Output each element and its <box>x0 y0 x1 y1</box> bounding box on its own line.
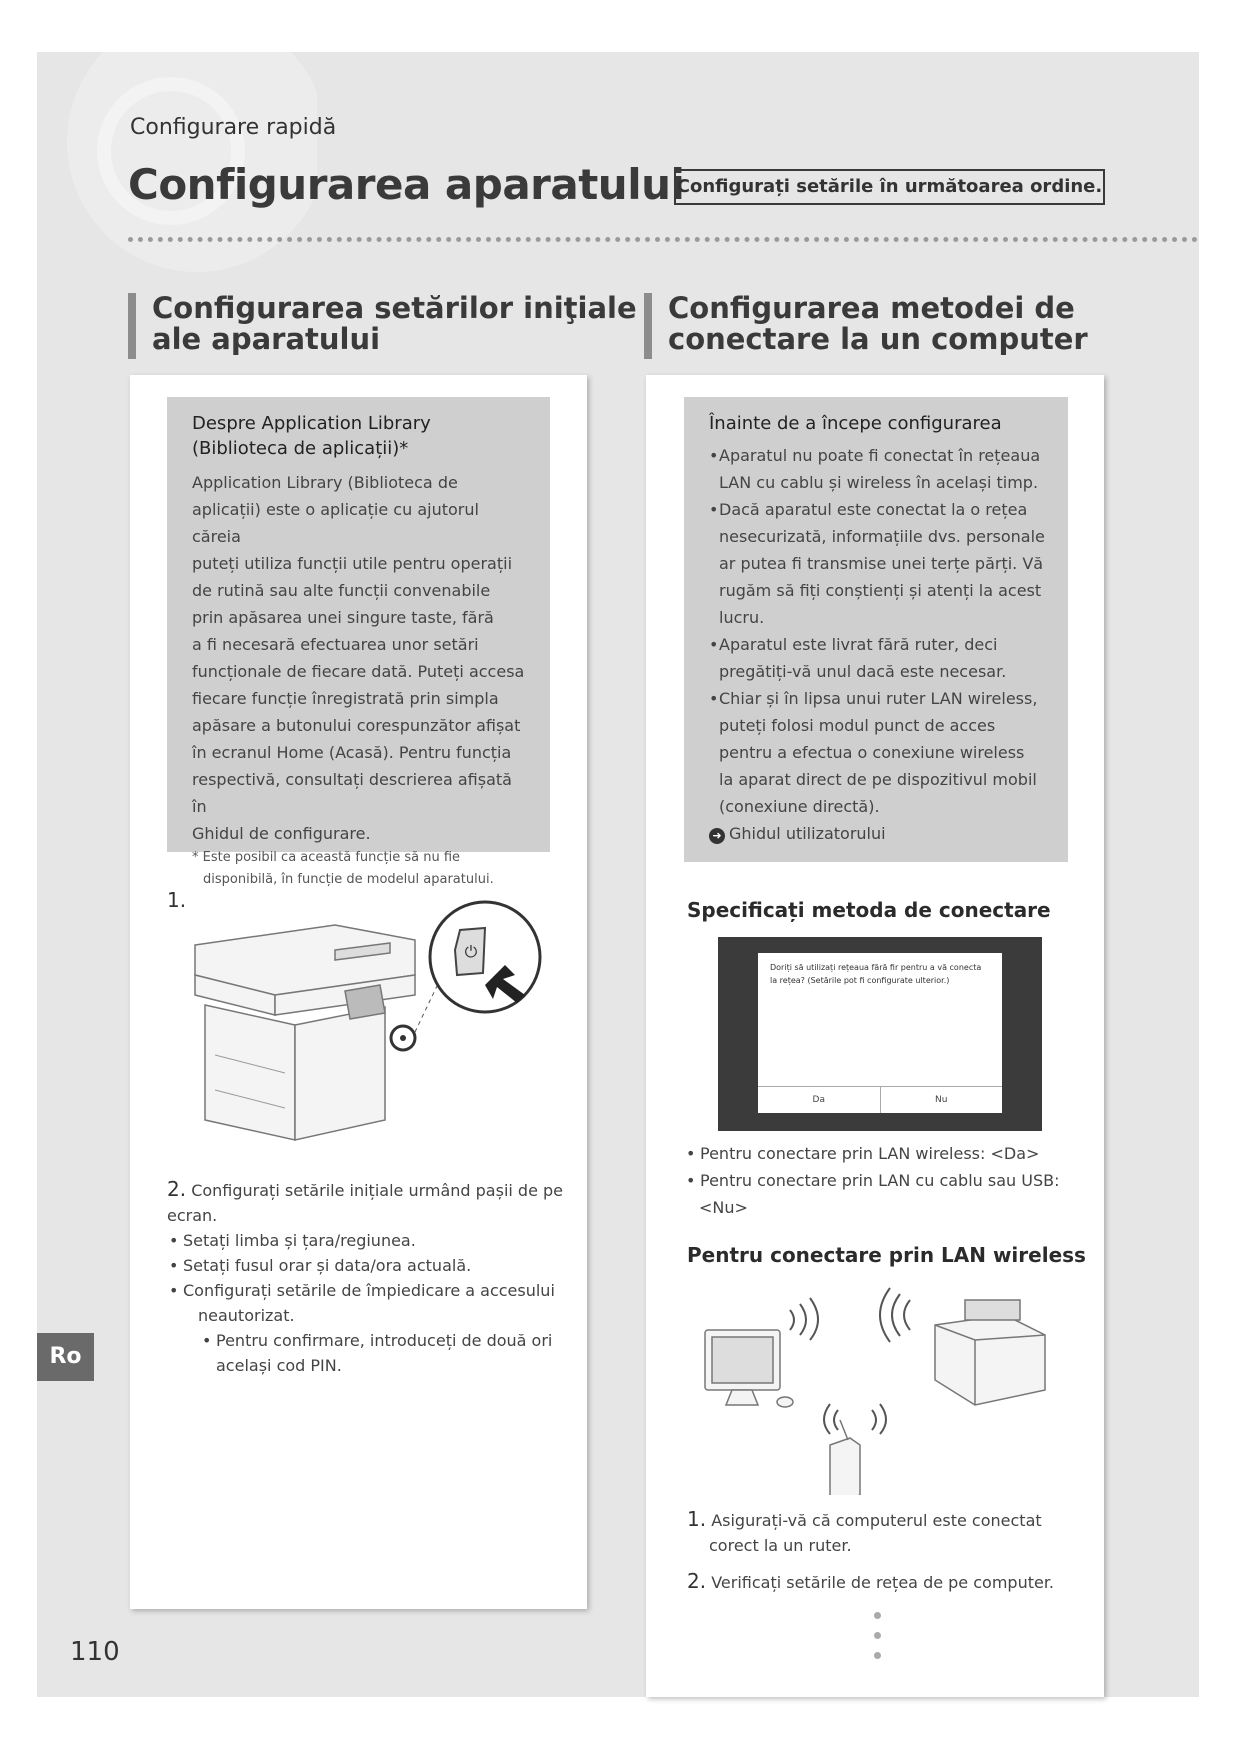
infobox-line: respectivă, consultați descrierea afișată în <box>192 770 512 816</box>
before-start-bullet: • Aparatul nu poate fi conectat în rețeaua LAN cu cablu și wireless în același timp. <box>709 446 1041 492</box>
connection-options <box>686 1140 1086 1194</box>
step2-sub-bullet: • Pentru confirmare, introduceți de două ori <box>202 1328 567 1353</box>
infobox-footnote-line1: * Este posibil ca această funcție să nu fie <box>192 850 461 865</box>
application-library-infobox <box>167 397 550 887</box>
infobox-line: a fi necesară efectuarea unor setări <box>192 635 479 654</box>
right-heading-line2: conectare la un computer <box>668 322 1088 356</box>
arrow-right-icon: ➜ <box>709 828 725 844</box>
step2-line2: ecran. <box>167 1206 218 1225</box>
section-subtitle: Configurare rapidă <box>130 115 337 140</box>
infobox-line: Application Library (Biblioteca de <box>192 473 458 492</box>
right-heading-line1: Configurarea metodei de <box>668 291 1075 325</box>
option-wireless: • Pentru conectare prin LAN wireless: <Da> <box>686 1140 1086 1167</box>
svg-text:⏻: ⏻ <box>464 942 478 961</box>
left-step2-number: 2. <box>167 1177 187 1201</box>
right-step2 <box>687 1569 1087 1595</box>
right-section-heading <box>644 293 1088 359</box>
infobox-line: în ecranul Home (Acasă). Pentru funcția <box>192 743 512 762</box>
option-wired-continuation: <Nu> <box>699 1198 748 1217</box>
screen-no-button[interactable]: Nu <box>935 1095 948 1105</box>
infobox-line: de rutină sau alte funcții convenabile <box>192 581 491 600</box>
left-step1-number: 1. <box>167 888 187 912</box>
infobox-line: aplicații) este o aplicație cu ajutorul căreia <box>192 500 479 546</box>
right-step2-number: 2. <box>687 1569 707 1593</box>
infobox-line: funcționale de fiecare dată. Puteți accesa <box>192 662 525 681</box>
right-step1-line1: Asigurați-vă că computerul este conectat <box>711 1511 1042 1530</box>
infobox-line: apăsare a butonului corespunzător afișat <box>192 716 521 735</box>
right-step2-text: Verificați setările de rețea de pe computer. <box>711 1573 1055 1592</box>
before-start-bullet: • Dacă aparatul este conectat la o rețea nesecurizată, informațiile dvs. personale ar putea fi transmise unei terțe părți. Vă rugăm să fiți conștienți și atenți la acest lucru. <box>709 500 1045 627</box>
infobox-title-line1: Despre Application Library <box>192 413 431 434</box>
option-wired: • Pentru conectare prin LAN cu cablu sau USB: <box>686 1167 1086 1194</box>
step2-sub-bullet-continuation: același cod PIN. <box>216 1356 342 1375</box>
device-screen <box>718 937 1042 1131</box>
infobox-line: puteți utiliza funcții utile pentru operații <box>192 554 513 573</box>
infobox-line: fiecare funcție înregistrată prin simpla <box>192 689 499 708</box>
user-guide-link[interactable]: ➜ Ghidul utilizatorului <box>709 820 1048 847</box>
continuation-dots <box>874 1612 882 1672</box>
step2-bullet: • Configurați setările de împiedicare a accesului <box>169 1278 567 1303</box>
infobox-body <box>192 469 530 847</box>
printer-power-illustration <box>185 895 555 1155</box>
screen-yes-button[interactable]: Da <box>758 1087 881 1113</box>
screen-message: Doriți să utilizați rețeaua fără fir pentru a vă conecta la rețea? (Setările pot fi configurate ulterior.) <box>770 963 982 985</box>
step2-bullet-continuation: neautorizat. <box>198 1306 295 1325</box>
before-you-start-infobox <box>684 397 1068 862</box>
specify-method-heading: Specificați metoda de conectare <box>687 898 1051 922</box>
step2-line1: Configurați setările inițiale urmând pașii de pe <box>191 1181 564 1200</box>
wireless-network-illustration <box>700 1280 1070 1495</box>
page-number: 110 <box>70 1637 120 1667</box>
before-start-title: Înainte de a începe configurarea <box>709 413 1002 434</box>
infobox-line: prin apăsarea unei singure taste, fără <box>192 608 494 627</box>
infobox-footnote-line2: disponibilă, în funcție de modelul aparatului. <box>203 872 494 887</box>
language-tab: Ro <box>37 1333 94 1381</box>
dotted-divider <box>128 237 1198 242</box>
before-start-bullet: • Aparatul este livrat fără ruter, deci pregătiți-vă unul dacă este necesar. <box>709 635 1007 681</box>
right-step1-line2: corect la un ruter. <box>709 1536 852 1555</box>
order-note-box: Configurați setările în următoarea ordine. <box>674 169 1105 205</box>
step2-bullet: • Setați fusul orar și data/ora actuală. <box>169 1253 567 1278</box>
left-step2 <box>167 1177 567 1378</box>
before-start-bullet: • Chiar și în lipsa unui ruter LAN wireless, puteți folosi modul punct de acces pentru a efectua o conexiune wireless la aparat direct de pe dispozitivul mobil (conexiune directă). <box>709 689 1038 816</box>
left-section-heading <box>128 293 637 359</box>
infobox-line: Ghidul de configurare. <box>192 824 371 843</box>
left-heading-line2: ale aparatului <box>152 322 381 356</box>
wireless-heading: Pentru conectare prin LAN wireless <box>687 1243 1086 1267</box>
right-step1 <box>687 1507 1087 1558</box>
page-title: Configurarea aparatului <box>128 160 685 209</box>
right-step1-number: 1. <box>687 1507 707 1531</box>
left-heading-line1: Configurarea setărilor iniţiale <box>152 291 637 325</box>
infobox-title-line2: (Biblioteca de aplicații)* <box>192 438 409 459</box>
step2-bullet: • Setați limba și țara/regiunea. <box>169 1228 567 1253</box>
